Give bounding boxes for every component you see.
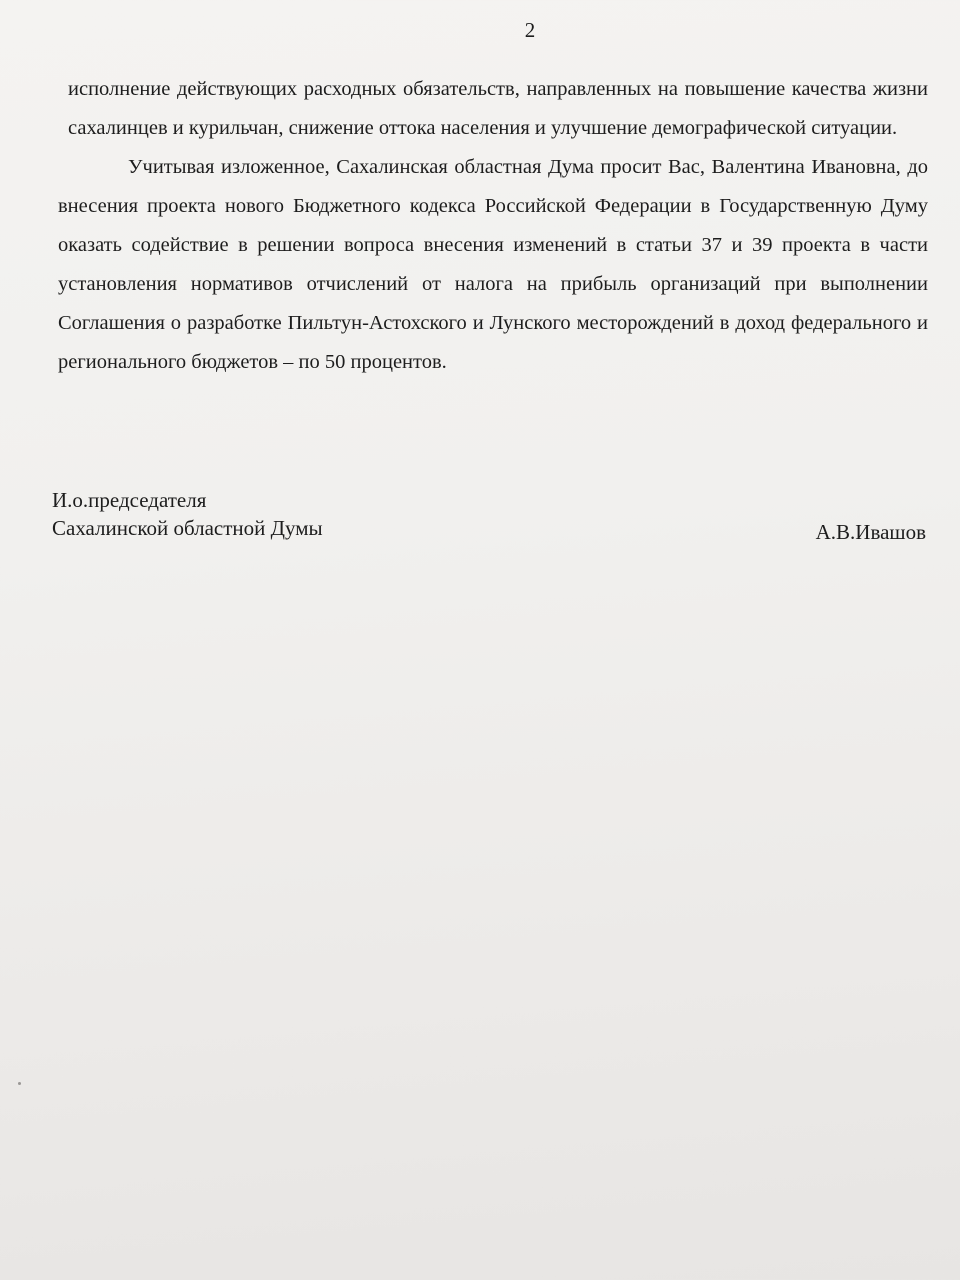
paper-speck	[18, 1082, 21, 1085]
signer-title-line-1: И.о.председателя	[52, 488, 207, 512]
signer-title-line-2: Сахалинской областной Думы	[52, 516, 323, 540]
letter-body	[58, 70, 928, 382]
page-number: 2	[524, 18, 536, 42]
signer-name: А.В.Ивашов	[815, 520, 926, 544]
paragraph-request: Учитывая изложенное, Сахалинская областная Дума просит Вас, Валентина Ивановна, до внесения проекта нового Бюджетного кодекса Российской Федерации в Государственную Думу оказать содействие в решении вопроса внесения изменений в статьи 37 и 39 проекта в части установления нормативов отчислений от налога на прибыль организаций при выполнении Соглашения о разработке Пильтун-Астохского и Лунского месторождений в доход федерального и регионального бюджетов – по 50 процентов.	[58, 156, 928, 373]
signature-block	[52, 486, 928, 542]
paragraph-continuation: исполнение действующих расходных обязательств, направленных на повышение качества жизни сахалинцев и курильчан, снижение оттока населения и улучшение демографической ситуации.	[68, 78, 928, 139]
